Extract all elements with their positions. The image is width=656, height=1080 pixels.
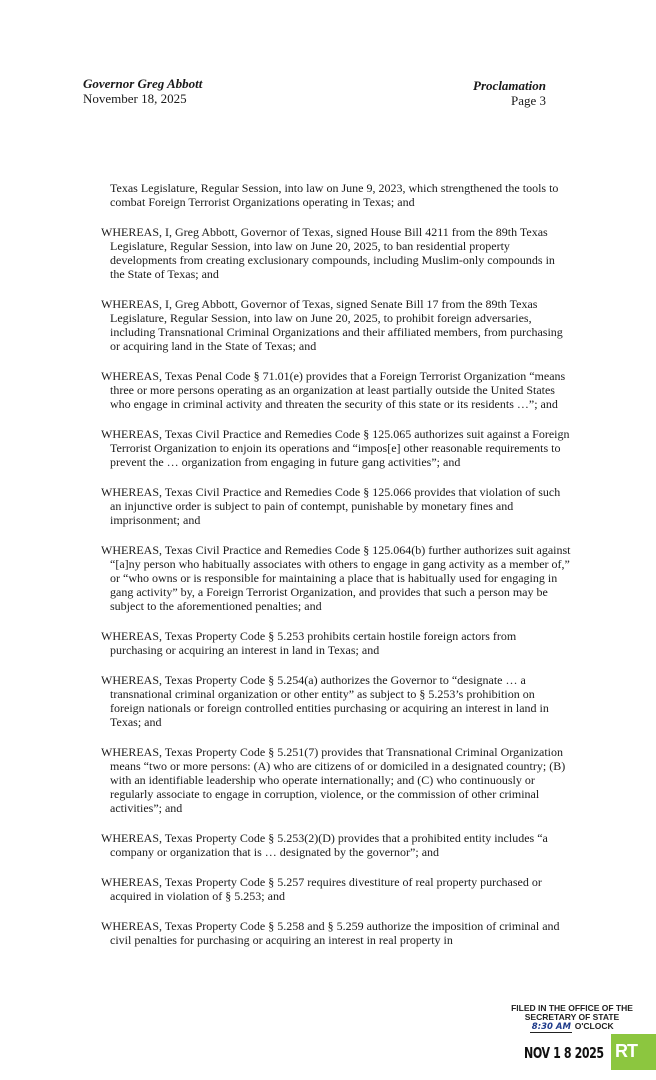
stamp-time-line [497,1022,647,1033]
paragraph: WHEREAS, Texas Civil Practice and Remedies Code § 125.064(b) further authorizes suit against “[a]ny person who habitually associates with others to engage in gang activity as a member of,” or “who owns or is responsible for maintaining a place that is habitually used for engaging in gang activity” by, a Foreign Terrorist Organization, and provides that such a person may be subject to the aforementioned penalties; and [101,543,571,613]
stamp-oclock: O'CLOCK [574,1021,614,1031]
document-type: Proclamation [473,78,546,93]
proclamation-body [101,181,571,963]
paragraph: WHEREAS, Texas Property Code § 5.257 requires divestiture of real property purchased or acquired in violation of § 5.253; and [101,875,542,903]
paragraph: WHEREAS, Texas Civil Practice and Remedies Code § 125.065 authorizes suit against a Foreign Terrorist Organization to enjoin its operations and “impos[e] other reasonable requirements to prevent the … organization from engaging in future gang activities”; and [101,427,570,469]
stamp-line2: SECRETARY OF STATE [524,1012,620,1022]
stamp-date: NOV 1 8 2025 [524,1044,604,1062]
paragraph: WHEREAS, I, Greg Abbott, Governor of Texas, signed Senate Bill 17 from the 89th Texas Legislature, Regular Session, into law on June 20, 2025, to prohibit foreign adversaries, including Transnational Criminal Organizations and their affiliated members, from purchasing or acquiring land in the State of Texas; and [101,297,563,353]
header-right [473,78,546,108]
paragraph: WHEREAS, Texas Property Code § 5.258 and § 5.259 authorize the imposition of criminal and civil penalties for purchasing or acquiring an interest in real property in [101,919,560,947]
page-number: Page 3 [510,93,546,108]
stamp-line1: FILED IN THE OFFICE OF THE [511,1003,633,1013]
stamp-time: 8:30 AM [531,1022,571,1032]
paragraph: WHEREAS, Texas Property Code § 5.254(a) authorizes the Governor to “designate … a transnational criminal organization or other entity” as subject to § 5.253’s prohibition on foreign nationals or foreign controlled entities purchasing or acquiring an interest in land in Texas; and [101,673,549,729]
paragraph: WHEREAS, I, Greg Abbott, Governor of Texas, signed House Bill 4211 from the 89th Texas Legislature, Regular Session, into law on June 20, 2025, to ban residential property developments from creating exclusionary compounds, including Muslim-only compounds in the State of Texas; and [101,225,555,281]
rt-logo-watermark [611,1034,656,1070]
header-left [83,76,202,106]
paragraph: WHEREAS, Texas Penal Code § 71.01(e) provides that a Foreign Terrorist Organization “means three or more persons operating as an organization at least partially outside the United States who engage in criminal activity and threaten the security of this state or its residents …”; and [101,369,566,411]
rt-logo-text: RT [615,1041,637,1061]
paragraph: WHEREAS, Texas Property Code § 5.253(2)(D) provides that a prohibited entity includes “a company or organization that is … designated by the governor”; and [101,831,548,859]
paragraph: WHEREAS, Texas Property Code § 5.251(7) provides that Transnational Criminal Organization means “two or more persons: (A) who are citizens of or domiciled in a designated country; (B) with an identifiable leadership who operate internationally; and (C) who continuously or regularly associate to engage in corruption, violence, or the commission of other criminal activities”; and [101,745,566,815]
paragraph: WHEREAS, Texas Civil Practice and Remedies Code § 125.066 provides that violation of such an injunctive order is subject to pain of contempt, punishable by monetary fines and imprisonment; and [101,485,561,527]
paragraph: WHEREAS, Texas Property Code § 5.253 prohibits certain hostile foreign actors from purchasing or acquiring an interest in land in Texas; and [101,629,517,657]
author: Governor Greg Abbott [83,76,203,91]
paragraph: Texas Legislature, Regular Session, into law on June 9, 2023, which strengthened the tools to combat Foreign Terrorist Organizations operating in Texas; and [110,181,559,209]
document-date: November 18, 2025 [83,91,187,106]
filing-stamp [497,1004,647,1033]
